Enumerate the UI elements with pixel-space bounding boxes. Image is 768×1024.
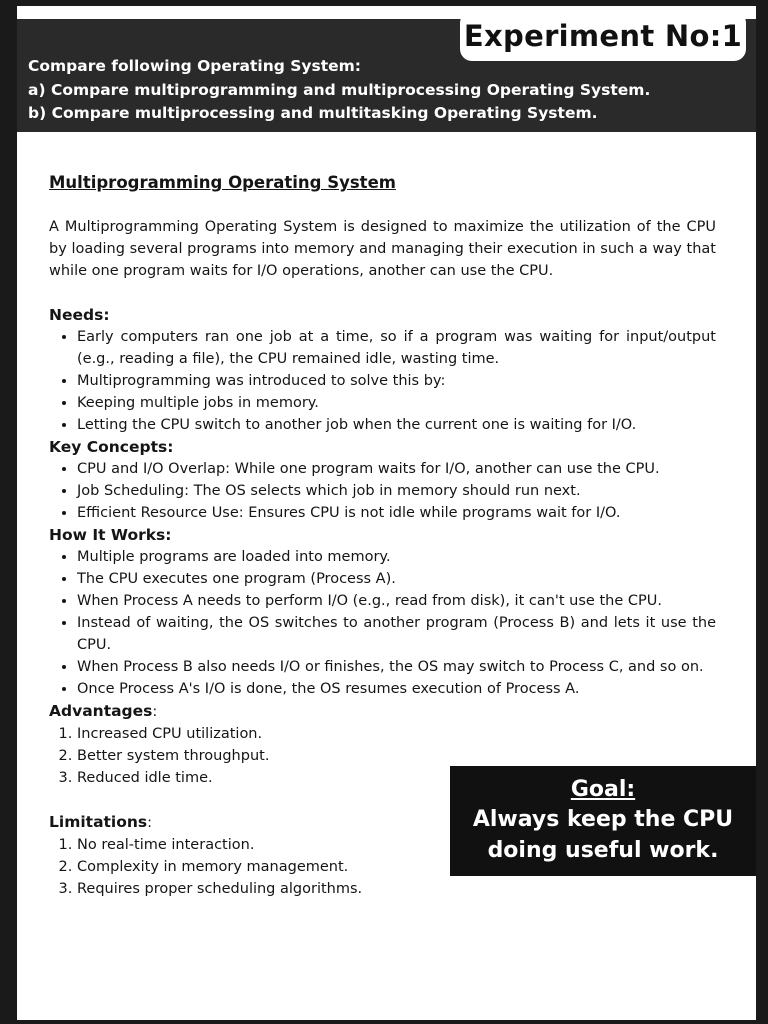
needs-list <box>49 326 716 436</box>
how-it-works-list <box>49 546 716 700</box>
list-item: • Multiple programs are loaded into memory. <box>77 546 716 568</box>
list-item: 1. No real-time interaction. <box>77 834 716 856</box>
list-item: 3. Reduced idle time. <box>77 767 716 789</box>
list-item: 2. Better system throughput. <box>77 745 716 767</box>
list-item: • Once Process A's I/O is done, the OS resumes execution of Process A. <box>77 678 716 700</box>
goal-callout <box>450 766 756 876</box>
header-line: a) Compare multiprogramming and multiprocessing Operating System. <box>28 80 651 99</box>
list-item: • The CPU executes one program (Process A). <box>77 568 716 590</box>
header-instructions <box>28 55 738 126</box>
list-item: • Job Scheduling: The OS selects which job in memory should run next. <box>77 480 716 502</box>
key-concepts-list <box>49 458 716 524</box>
section-title: Multiprogramming Operating System <box>49 173 396 192</box>
limitations-heading-text: Limitations <box>49 813 148 831</box>
goal-text: Always keep the CPU doing useful work. <box>472 807 734 863</box>
limitations-heading-colon: : <box>147 815 153 831</box>
advantages-heading-text: Advantages <box>49 702 153 720</box>
list-item: • CPU and I/O Overlap: While one program waits for I/O, another can use the CPU. <box>77 458 716 480</box>
list-item: • Instead of waiting, the OS switches to another program (Process B) and lets it use the CPU. <box>77 612 716 656</box>
advantages-heading-colon: : <box>152 704 158 720</box>
needs-heading: Needs: <box>49 306 110 324</box>
header-line: Compare following Operating System: <box>28 57 362 75</box>
intro-paragraph: A Multiprogramming Operating System is designed to maximize the utilization of the CPU by loading several programs into memory and managing their execution in such a way that while one program waits for I/O operations, another can use the CPU. <box>49 219 716 279</box>
advantages-heading <box>49 700 716 723</box>
list-item: 1. Increased CPU utilization. <box>77 723 716 745</box>
key-concepts-heading: Key Concepts: <box>49 438 174 456</box>
list-item: • Efficient Resource Use: Ensures CPU is not idle while programs wait for I/O. <box>77 502 716 524</box>
how-it-works-heading: How It Works: <box>49 526 172 544</box>
list-item: • Multiprogramming was introduced to solve this by: <box>77 370 716 392</box>
list-item: • Early computers ran one job at a time, so if a program was waiting for input/output (e.g., reading a file), the CPU remained idle, wasting time. <box>77 326 716 370</box>
experiment-badge-text: Experiment No:1 <box>463 19 743 53</box>
header-line: b) Compare multiprocessing and multitasking Operating System. <box>28 104 598 122</box>
list-item: • Letting the CPU switch to another job when the current one is waiting for I/O. <box>77 414 716 436</box>
list-item: • When Process B also needs I/O or finishes, the OS may switch to Process C, and so on. <box>77 656 716 678</box>
goal-title: Goal: <box>570 777 636 802</box>
experiment-badge <box>460 11 746 61</box>
list-item: • Keeping multiple jobs in memory. <box>77 392 716 414</box>
list-item: • When Process A needs to perform I/O (e.g., read from disk), it can't use the CPU. <box>77 590 716 612</box>
list-item: 2. Complexity in memory management. <box>77 856 716 878</box>
list-item: 3. Requires proper scheduling algorithms. <box>77 878 716 900</box>
